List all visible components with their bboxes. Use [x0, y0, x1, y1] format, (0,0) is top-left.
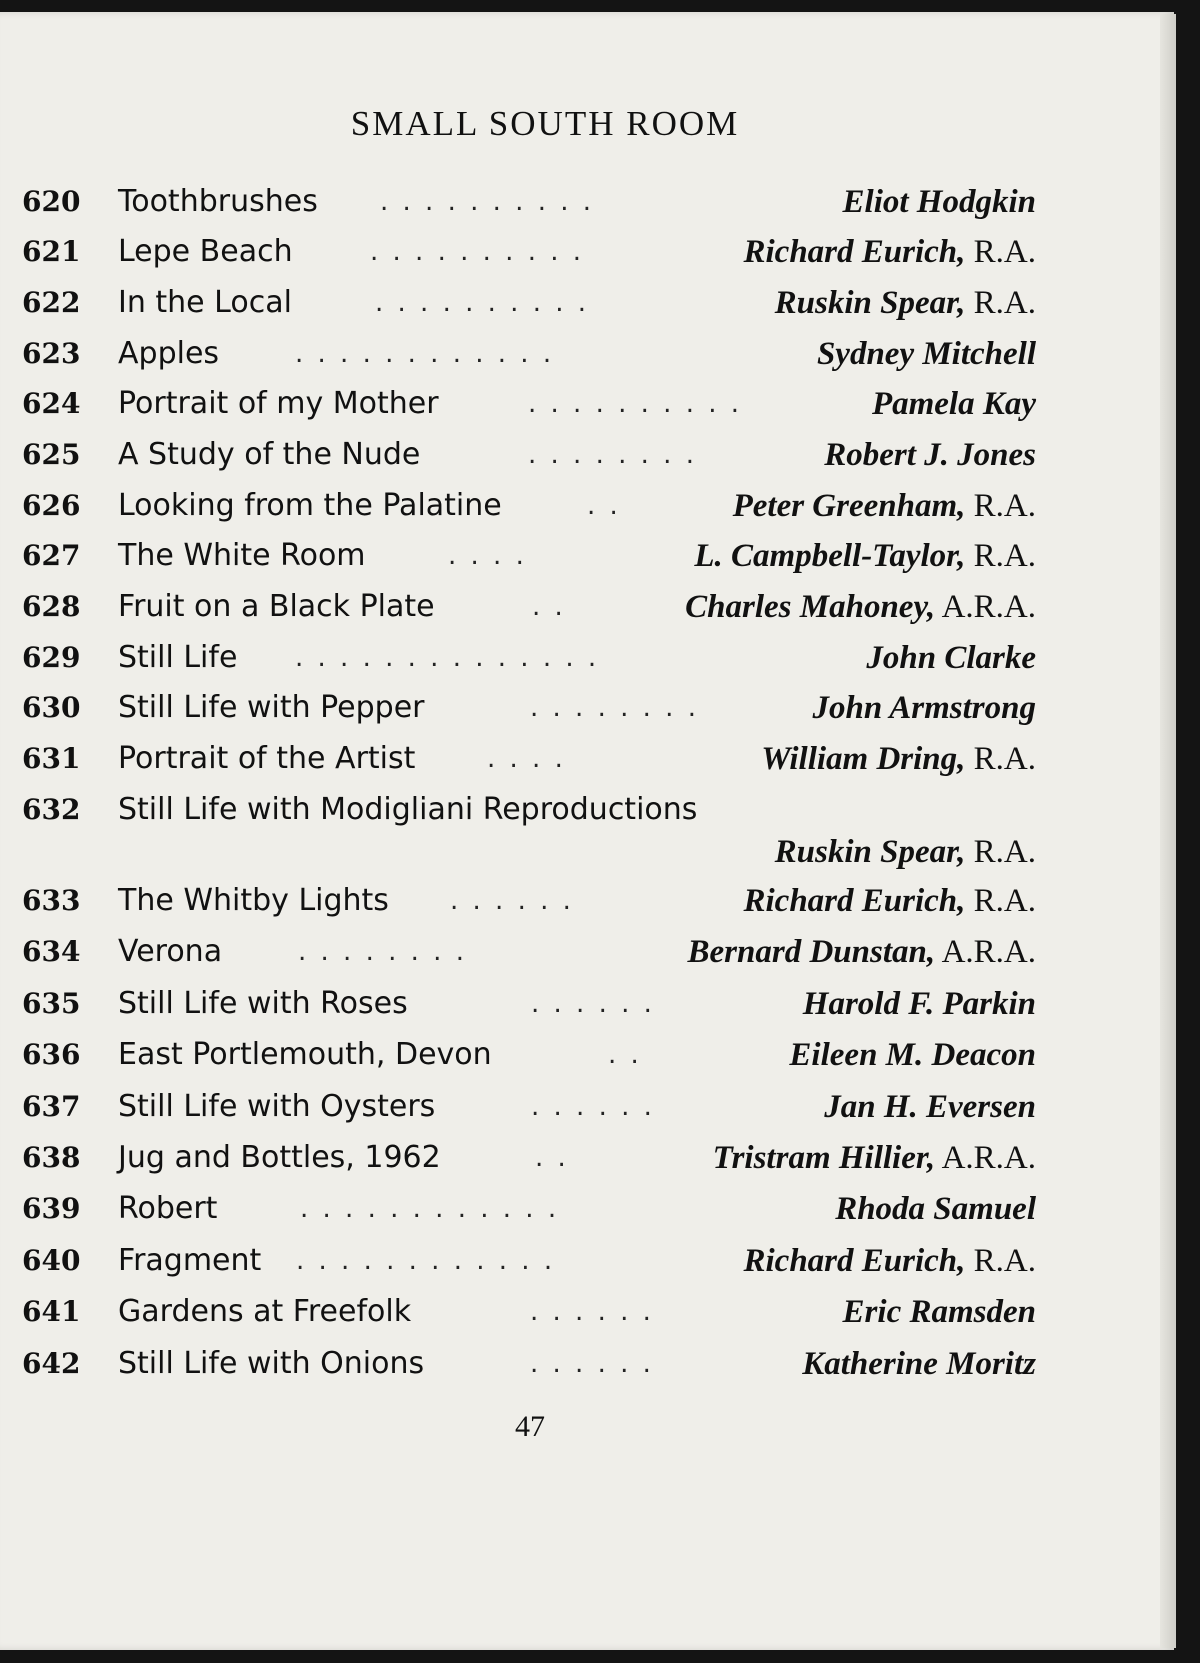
entry-number: 623 [22, 337, 81, 370]
artist-name: Richard Eurich, [743, 234, 966, 270]
artist-name: Katherine Moritz [802, 1346, 1036, 1382]
catalogue-entry [0, 179, 1200, 225]
entry-number: 638 [22, 1141, 81, 1174]
artist-honour: R.A. [973, 488, 1036, 524]
leader-dots: . . . . . . [531, 989, 655, 1019]
artist-name: Rhoda Samuel [835, 1191, 1036, 1227]
artist-name: Charles Mahoney, [685, 589, 936, 625]
artist-name: Ruskin Spear, [774, 834, 966, 870]
entry-title: Still Life with Modigliani Reproductions [118, 792, 698, 827]
artist-name: Jan H. Eversen [824, 1089, 1036, 1125]
leader-dots: . . . . . . . . . . [375, 288, 590, 318]
entry-artist [761, 736, 1036, 782]
entry-title: Still Life with Onions [118, 1346, 425, 1381]
page-number: 47 [515, 1410, 545, 1443]
entry-number: 622 [22, 286, 81, 319]
leader-dots: . . . . . . . . . . [380, 187, 595, 217]
entry-artist [803, 981, 1036, 1027]
entry-number: 633 [22, 884, 81, 917]
leader-dots: . . . . [487, 744, 566, 774]
entry-title: Still Life with Roses [118, 986, 408, 1021]
entry-number: 629 [22, 641, 81, 674]
leader-dots: . . . . . . [530, 1297, 654, 1327]
catalogue-entry [0, 584, 1200, 630]
catalogue-entry [0, 1238, 1200, 1284]
entry-artist [789, 1032, 1036, 1078]
leader-dots: . . [535, 1143, 569, 1173]
leader-dots: . . . . . . . . . . . . [295, 339, 555, 369]
entry-number: 627 [22, 539, 81, 572]
artist-name: John Armstrong [812, 690, 1036, 726]
entry-artist [713, 1135, 1036, 1181]
entry-artist [813, 685, 1036, 731]
entry-title: Gardens at Freefolk [118, 1294, 412, 1329]
catalogue-entry [0, 878, 1200, 924]
entry-artist [835, 1186, 1036, 1232]
artist-name: Peter Greenham, [732, 488, 966, 524]
entry-number: 642 [22, 1347, 81, 1380]
entry-number: 634 [22, 935, 81, 968]
entry-number: 639 [22, 1192, 81, 1225]
artist-name: Ruskin Spear, [774, 285, 966, 321]
entry-title: A Study of the Nude [118, 437, 421, 472]
artist-honour: R.A. [973, 285, 1036, 321]
entry-title: Still Life with Oysters [118, 1089, 436, 1124]
entry-title: Jug and Bottles, 1962 [118, 1140, 441, 1175]
catalogue-entry [0, 787, 1200, 870]
catalogue-entry [0, 1135, 1200, 1181]
entry-title: In the Local [118, 285, 292, 320]
artist-honour: R.A. [973, 538, 1036, 574]
entry-number: 635 [22, 987, 81, 1020]
catalogue-entry [0, 381, 1200, 427]
artist-name: Richard Eurich, [743, 883, 966, 919]
leader-dots: . . . . [448, 541, 527, 571]
catalogue-entry [0, 1289, 1200, 1335]
catalogue-entry [0, 1341, 1200, 1387]
entry-title: Still Life [118, 640, 238, 675]
leader-dots: . . [608, 1040, 642, 1070]
catalogue-entry [0, 685, 1200, 731]
leader-dots: . . . . . . . . . . . . [296, 1246, 556, 1276]
catalogue-entry [0, 929, 1200, 975]
entry-number: 628 [22, 590, 81, 623]
entry-artist [843, 179, 1036, 225]
artist-name: Robert J. Jones [824, 437, 1036, 473]
entry-artist [744, 1238, 1037, 1284]
artist-honour: A.R.A. [941, 589, 1036, 625]
entry-title: Lepe Beach [118, 234, 293, 269]
entry-title: Fragment [118, 1243, 262, 1278]
room-title: SMALL SOUTH ROOM [350, 104, 740, 143]
entry-title: Still Life with Pepper [118, 690, 425, 725]
entry-title: Apples [118, 336, 220, 371]
entry-number: 637 [22, 1090, 81, 1123]
artist-honour: R.A. [973, 741, 1036, 777]
artist-name: Eric Ramsden [842, 1294, 1036, 1330]
entry-number: 621 [22, 235, 81, 268]
entry-number: 636 [22, 1038, 81, 1071]
artist-honour: A.R.A. [941, 934, 1036, 970]
artist-honour: A.R.A. [941, 1140, 1036, 1176]
artist-name: William Dring, [761, 741, 966, 777]
entry-number: 626 [22, 489, 81, 522]
entry-title: Robert [118, 1191, 218, 1226]
leader-dots: . . . . . . . . . . [528, 389, 743, 419]
entry-artist [694, 533, 1036, 579]
leader-dots: . . . . . . . . [528, 440, 697, 470]
entry-number: 625 [22, 438, 81, 471]
entry-title: East Portlemouth, Devon [118, 1037, 492, 1072]
catalogue-entry [0, 483, 1200, 529]
entry-artist [843, 1289, 1036, 1335]
artist-honour: R.A. [973, 834, 1036, 870]
leader-dots: . . . . . . . . . . [370, 237, 585, 267]
entry-artist [802, 1341, 1036, 1387]
leader-dots: . . . . . . . . [530, 693, 699, 723]
artist-name: Bernard Dunstan, [687, 934, 936, 970]
artist-honour: R.A. [973, 1243, 1036, 1279]
entry-number: 641 [22, 1295, 81, 1328]
entry-artist [744, 878, 1037, 924]
entry-artist [866, 635, 1036, 681]
entry-title: Portrait of my Mother [118, 386, 439, 421]
entry-artist [824, 432, 1036, 478]
entry-number: 620 [22, 185, 81, 218]
entry-title: Verona [118, 934, 223, 969]
leader-dots: . . [587, 491, 621, 521]
entry-artist [688, 929, 1036, 975]
entry-artist [685, 584, 1036, 630]
entry-artist [872, 381, 1036, 427]
entry-artist [824, 1084, 1036, 1130]
artist-honour: R.A. [973, 883, 1036, 919]
catalogue-entry [0, 280, 1200, 326]
entry-title: Fruit on a Black Plate [118, 589, 435, 624]
catalogue-entry [0, 432, 1200, 478]
artist-name: Eliot Hodgkin [842, 184, 1036, 220]
catalogue-entry [0, 331, 1200, 377]
leader-dots: . . . . . . [450, 886, 574, 916]
entry-title: Looking from the Palatine [118, 488, 502, 523]
leader-dots: . . . . . . . . [298, 937, 467, 967]
leader-dots: . . . . . . . . . . . . . . [295, 643, 600, 673]
artist-name: John Clarke [866, 640, 1036, 676]
leader-dots: . . . . . . [530, 1349, 654, 1379]
entry-number: 624 [22, 387, 81, 420]
leader-dots: . . [532, 592, 566, 622]
catalogue-entry [0, 981, 1200, 1027]
catalogue-entry [0, 635, 1200, 681]
entry-title: The White Room [118, 538, 366, 573]
artist-name: Harold F. Parkin [802, 986, 1036, 1022]
artist-name: Sydney Mitchell [816, 336, 1036, 372]
entry-number: 630 [22, 691, 81, 724]
catalogue-entry [0, 533, 1200, 579]
entry-title: Portrait of the Artist [118, 741, 416, 776]
entry-artist [817, 331, 1036, 377]
catalogue-entry [0, 1186, 1200, 1232]
artist-name: L. Campbell-Taylor, [694, 538, 966, 574]
entry-artist [733, 483, 1036, 529]
entry-number: 640 [22, 1244, 81, 1277]
catalogue-entry [0, 229, 1200, 275]
artist-name: Richard Eurich, [743, 1243, 966, 1279]
artist-name: Tristram Hillier, [712, 1140, 936, 1176]
entry-title: Toothbrushes [118, 184, 318, 219]
entry-number: 632 [22, 793, 81, 826]
entry-artist [775, 829, 1036, 875]
catalogue-entry [0, 1032, 1200, 1078]
leader-dots: . . . . . . . . . . . . [300, 1194, 560, 1224]
entry-artist [744, 229, 1037, 275]
leader-dots: . . . . . . [531, 1092, 655, 1122]
entry-title: The Whitby Lights [118, 883, 389, 918]
catalogue-entry [0, 736, 1200, 782]
artist-name: Eileen M. Deacon [789, 1037, 1036, 1073]
catalogue-entry [0, 1084, 1200, 1130]
entry-artist [775, 280, 1036, 326]
artist-honour: R.A. [973, 234, 1036, 270]
entry-number: 631 [22, 742, 81, 775]
artist-name: Pamela Kay [871, 386, 1036, 422]
